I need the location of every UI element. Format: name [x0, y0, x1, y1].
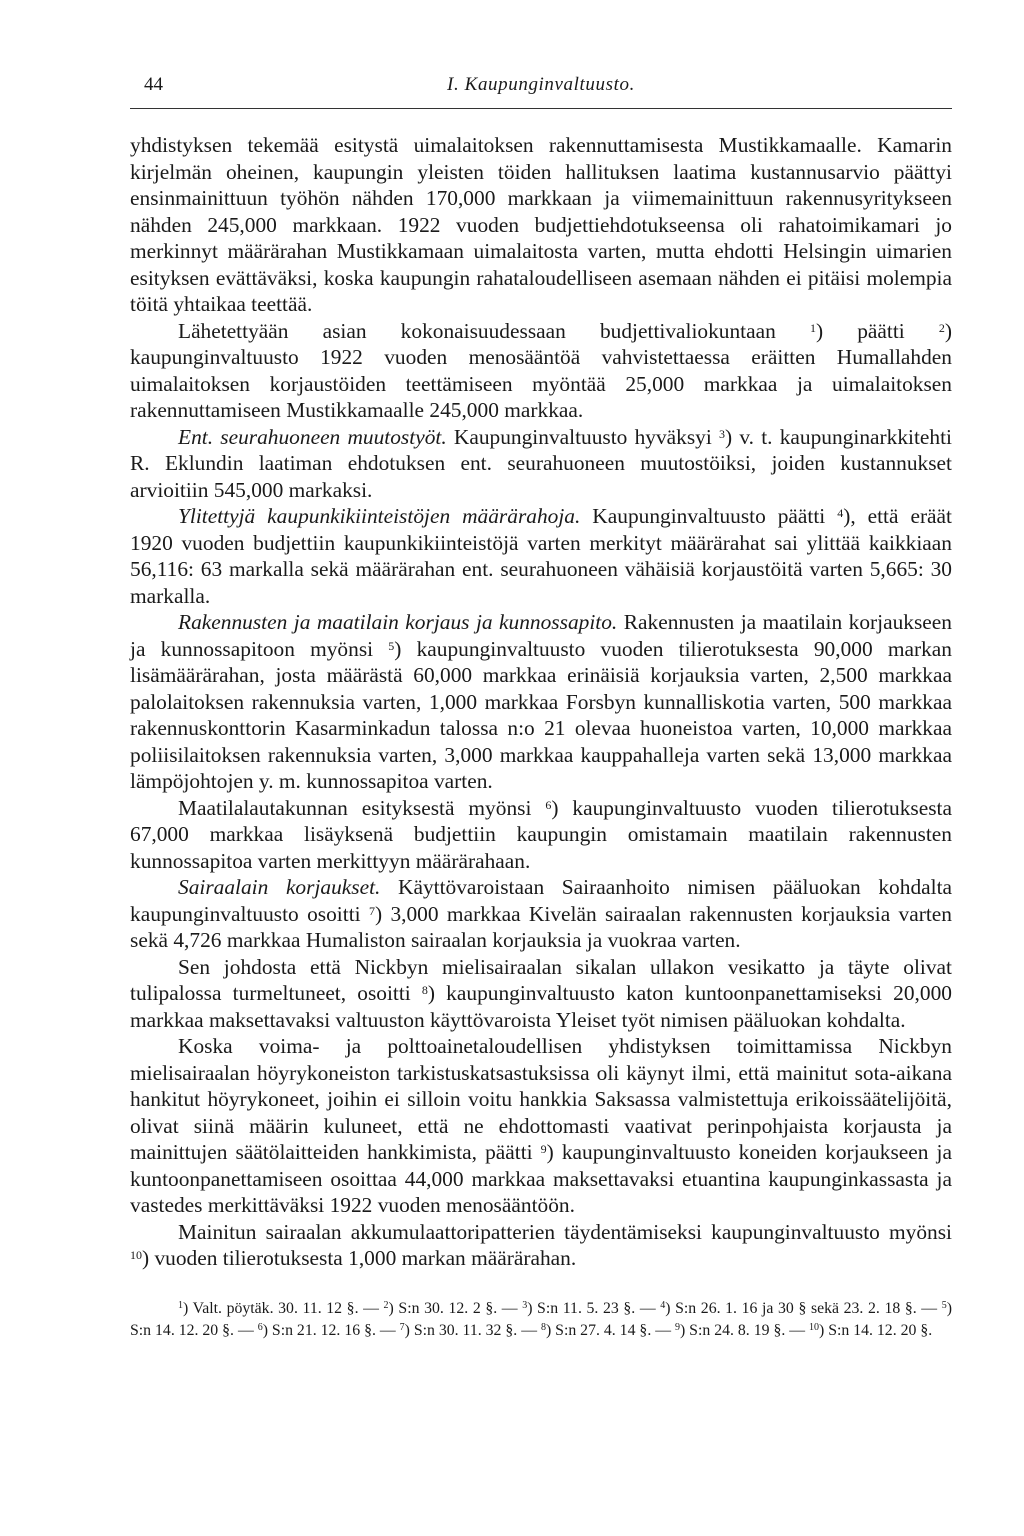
paragraph — [130, 503, 952, 609]
footnote-marker: 9 — [674, 1322, 680, 1333]
footnote-marker: 2 — [383, 1300, 389, 1311]
footnote-marker: 1 — [178, 1300, 183, 1311]
text-run: ) S:n 11. 5. 23 §. — — [527, 1300, 661, 1317]
text-run: ) vuoden tilierotuksesta 1,000 markan määrärahan. — [142, 1246, 577, 1270]
text-run: ), että eräät 1920 vuoden budjettiin kaupunkikiinteistöjä varten merkityt määrärahat sai ylittää kaikkiaan 56,116: 63 markalla sekä määrärahan ent. seurahuoneen vähäisiä korjaustöitä varten 5,665: 30 markalla. — [130, 504, 952, 608]
text-run: Koska voima- ja polttoainetaloudellisen yhdistyksen toimittamissa Nickbyn mielisairaalan höyrykoneiston tarkistuskatsastuksissa oli käynyt ilmi, että mainitut sota-aikana hankitut höyrykoneet, joihin ei silloin voitu hankkia Saksassa valmistettuja erikoissäätelijöitä, olivat siinä määrin kuluneet, että ne ehdottomasti vaativat perinpohjaista korjausta ja mainittujen säätölaitteiden hankkimista, päätti — [130, 1034, 952, 1164]
text-run: ) kaupunginvaltuusto vuoden tilierotuksesta 90,000 markan lisämäärärahan, josta määrästä 60,000 markkaa erinäisiä korjauksia varten, 2,500 markkaa palolaitoksen rakennuksia varten, 1,000 markkaa Forsbyn kunnalliskotia varten, 500 markkaa rakennuskonttorin Kasarminkadun talossa n:o 21 olevaa huoneistoa varten, 10,000 markkaa poliisilaitoksen rakennuksia varten, 3,000 markkaa kauppahalleja varten sekä 13,000 markkaa lämpöjohtojen y. m. kunnossapitoa varten. — [130, 636, 952, 793]
footnote-marker: 1 — [809, 320, 816, 335]
paragraph — [130, 954, 952, 1034]
section-heading: Ent. seurahuoneen muutostyöt. — [178, 424, 447, 449]
footnote-marker: 6 — [545, 797, 552, 812]
text-run: ) kaupunginvaltuusto koneiden korjaukseen ja kuntoonpanettamiseen osoittaa 44,000 markkaa maksettavaksi etuantina kaupunginkassasta ja vastedes merkittäväksi 1922 vuoden menosääntöön. — [130, 1140, 952, 1217]
text-run: ) 3,000 markkaa Kivelän sairaalan rakennusten korjauksia varten sekä 4,726 markkaa Humaliston sairaalan korjauksia ja vuokraa varten. — [130, 901, 952, 952]
footnotes — [130, 1298, 952, 1342]
body-text — [130, 132, 952, 1272]
text-run: ) S:n 27. 4. 14 §. — — [545, 1322, 675, 1339]
paragraph — [130, 609, 952, 795]
text-run: Kaupunginvaltuusto päätti — [580, 504, 838, 528]
page — [130, 70, 953, 1339]
footnote-marker: 3 — [719, 426, 726, 441]
text-run: ) S:n 26. 1. 16 ja 30 § sekä 23. 2. 18 §. — — [665, 1300, 942, 1317]
text-run: ) kaupunginvaltuusto katon kuntoonpanettamiseksi 20,000 markkaa maksettavaksi valtuuston käyttövaroista Yleiset työt nimisen pääluokan kohdalta. — [130, 981, 952, 1032]
footnote-marker: 8 — [421, 983, 428, 997]
paragraph — [130, 795, 952, 875]
paragraph — [130, 1219, 952, 1272]
section-heading: Rakennusten ja maatilain korjaus ja kunnossapito. — [178, 610, 618, 634]
footnote-marker: 7 — [368, 903, 375, 918]
footnote-marker: 2 — [938, 320, 945, 335]
section-heading: Sairaalain korjaukset. — [178, 875, 381, 899]
paragraph — [130, 132, 952, 318]
footnote-marker: 10 — [808, 1322, 819, 1333]
footnote-marker: 5 — [388, 638, 395, 653]
paragraph — [130, 318, 952, 424]
section-heading: Ylitettyjä kaupunkikiinteistöjen määrärahoja. — [178, 504, 581, 528]
text-run: ) v. t. kaupunginarkkitehti R. Eklundin laatiman ehdotuksen ent. seurahuoneen muutostöiksi, joiden kustannukset arvioitiin 545,000 markaksi. — [130, 424, 952, 502]
text-run: ) päätti — [815, 318, 939, 343]
text-run: ) S:n 21. 12. 16 §. — — [262, 1322, 400, 1339]
text-run: Mainitun sairaalan akkumulaattoripatterien täydentämiseksi kaupunginvaltuusto myönsi — [178, 1219, 952, 1244]
footnote-marker: 8 — [540, 1322, 546, 1333]
text-run: ) S:n 24. 8. 19 §. — — [679, 1322, 809, 1339]
text-run: Käyttövaroistaan Sairaanhoito nimisen pääluokan kohdalta kaupunginvaltuusto osoitti — [130, 875, 953, 926]
text-run: ) kaupunginvaltuusto vuoden tilierotuksesta 67,000 markkaa lisäyksenä budjettiin kaupungin omistamain maatilain rakennusten kunnossapitoa varten merkittyyn määrärahaan. — [130, 795, 952, 873]
footnote-marker: 4 — [660, 1300, 666, 1311]
text-run: yhdistyksen tekemää esitystä uimalaitoksen rakennuttamisesta Mustikkamaalle. Kamarin kirjelmän oheinen, kaupungin yleisten töiden hallituksen laatima kustannusarvio päättyi ensinmainittuun työhön nähden 170,000 markkaan ja viimemainittuun rakennusyritykseen nähden 245,000 markkaan. 1922 vuoden budjettiehdotukseensa oli rahatoimikamari jo merkinnyt määrärahan Mustikkamaan uimalaitosta varten, mutta ehdotti Helsingin uimarien esityksen evättäväksi, koska kaupungin rahataloudelliseen asemaan nähden ei pitäisi molempia töitä yhtaikaa teettää. — [130, 133, 952, 316]
footnote-marker: 7 — [399, 1322, 405, 1333]
footnote-marker: 6 — [257, 1322, 263, 1333]
text-run: ) S:n 14. 12. 20 §. — [818, 1322, 933, 1339]
text-run: Kaupunginvaltuusto hyväksyi — [446, 424, 720, 449]
running-title: I. Kaupunginvaltuusto. — [447, 74, 635, 95]
text-run: ) S:n 14. 12. 20 §. — — [130, 1300, 952, 1339]
text-run: ) S:n 30. 12. 2 §. — — [388, 1300, 523, 1317]
page-number: 44 — [144, 74, 163, 95]
footnote-marker: 9 — [540, 1142, 547, 1156]
footnote-marker: 10 — [130, 1248, 142, 1262]
text-run: Maatilalautakunnan esityksestä myönsi — [178, 795, 546, 820]
page-header — [130, 70, 952, 100]
text-run: ) kaupunginvaltuusto 1922 vuoden menosääntöä vahvistettaessa eräitten Humallahden uimalaitoksen korjaustöiden teettämiseen myöntää 25,000 markkaa ja uimalaitoksen rakennuttamiseen Mustikkamaalle 245,000 markkaa. — [130, 318, 952, 422]
footnote-marker: 5 — [941, 1300, 947, 1311]
text-run: ) Valt. pöytäk. 30. 11. 12 §. — — [183, 1300, 384, 1317]
paragraph — [130, 1033, 952, 1219]
text-run: Sen johdosta että Nickbyn mielisairaalan sikalan ullakon vesikatto ja täyte olivat tulipalossa turmeltuneet, osoitti — [130, 954, 952, 1005]
footnote-marker: 3 — [522, 1300, 528, 1311]
text-run: ) S:n 30. 11. 32 §. — — [404, 1322, 541, 1339]
paragraph — [130, 424, 952, 504]
header-rule — [130, 108, 952, 109]
footnote-list — [130, 1298, 952, 1342]
footnote-marker: 4 — [837, 506, 844, 520]
paragraph — [130, 874, 952, 954]
text-run: Rakennusten ja maatilain korjaukseen ja kunnossapitoon myönsi — [130, 610, 952, 661]
text-run: Lähetettyään asian kokonaisuudessaan budjettivaliokuntaan — [178, 318, 810, 343]
